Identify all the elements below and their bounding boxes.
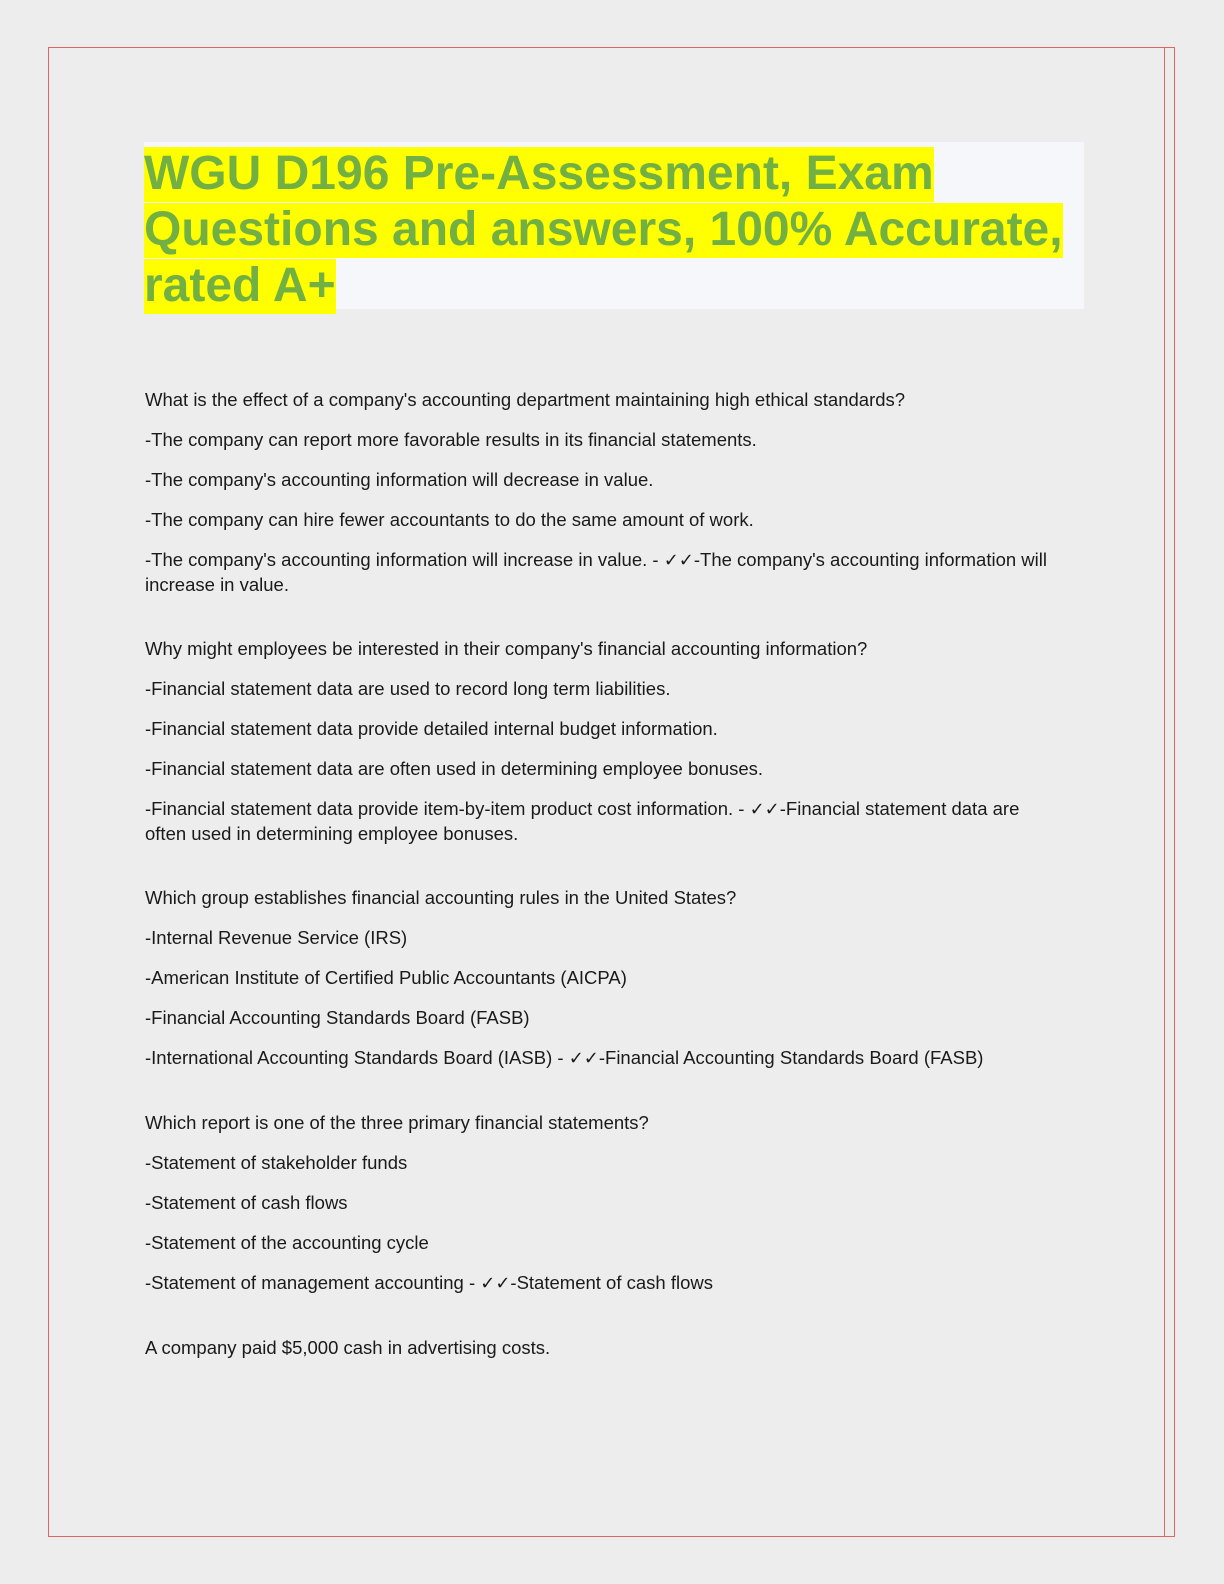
check-icon: ✓✓ [663, 550, 694, 571]
question-text: Why might employees be interested in their company's financial accounting information? [145, 638, 868, 659]
document-title [144, 142, 1084, 314]
answer-option: -Financial statement data are often used in determining employee bonuses. [145, 758, 764, 779]
answer-option-text: -The company's accounting information will increase in value. - [145, 549, 664, 570]
correct-answer: -Financial Accounting Standards Board (FASB) [598, 1047, 984, 1068]
answer-option: -American Institute of Certified Public Accountants (AICPA) [145, 967, 627, 988]
answer-option: -Statement of cash flows [145, 1192, 348, 1213]
check-icon: ✓✓ [480, 1273, 511, 1294]
answer-option: -Financial Accounting Standards Board (FASB) [145, 1007, 530, 1028]
title-box [144, 142, 1084, 312]
answer-option: -Financial statement data are used to record long term liabilities. [145, 678, 671, 699]
check-icon: ✓✓ [568, 1048, 599, 1069]
question-block-4 [145, 1111, 1065, 1296]
answer-option-with-answer [145, 797, 1065, 846]
question-text: Which group establishes financial accounting rules in the United States? [145, 887, 737, 908]
answer-option: -Statement of the accounting cycle [145, 1232, 429, 1253]
answer-option-text: -International Accounting Standards Board (IASB) - [145, 1047, 569, 1068]
correct-answer: -The company's accounting information will increase in value. [145, 549, 1047, 595]
correct-answer: -Statement of cash flows [510, 1272, 713, 1293]
correct-answer: -Financial statement data are often used in determining employee bonuses. [145, 798, 1020, 844]
title-highlight: WGU D196 Pre-Assessment, Exam Questions and answers, 100% Accurate, rated A+ [144, 147, 1063, 312]
answer-option: -Internal Revenue Service (IRS) [145, 927, 408, 948]
answer-option-text: -Statement of management accounting - [145, 1272, 481, 1293]
question-block-1 [145, 388, 1065, 597]
answer-option-with-answer [145, 548, 1065, 597]
trailing-question-text: A company paid $5,000 cash in advertising costs. [145, 1337, 551, 1358]
answer-option: -The company can report more favorable results in its financial statements. [145, 429, 757, 450]
answer-option: -The company can hire fewer accountants to do the same amount of work. [145, 509, 754, 530]
question-text: Which report is one of the three primary financial statements? [145, 1112, 649, 1133]
question-text: What is the effect of a company's accounting department maintaining high ethical standards? [145, 389, 906, 410]
answer-option-text: -Financial statement data provide item-by-item product cost information. - [145, 798, 750, 819]
answer-option: -Statement of stakeholder funds [145, 1152, 408, 1173]
answer-option-with-answer [145, 1271, 1065, 1296]
document-body [145, 388, 1065, 1360]
check-icon: ✓✓ [749, 799, 780, 820]
answer-option: -The company's accounting information will decrease in value. [145, 469, 654, 490]
question-block-3 [145, 886, 1065, 1071]
answer-option-with-answer [145, 1046, 1065, 1071]
question-block-2 [145, 637, 1065, 846]
answer-option: -Financial statement data provide detailed internal budget information. [145, 718, 718, 739]
